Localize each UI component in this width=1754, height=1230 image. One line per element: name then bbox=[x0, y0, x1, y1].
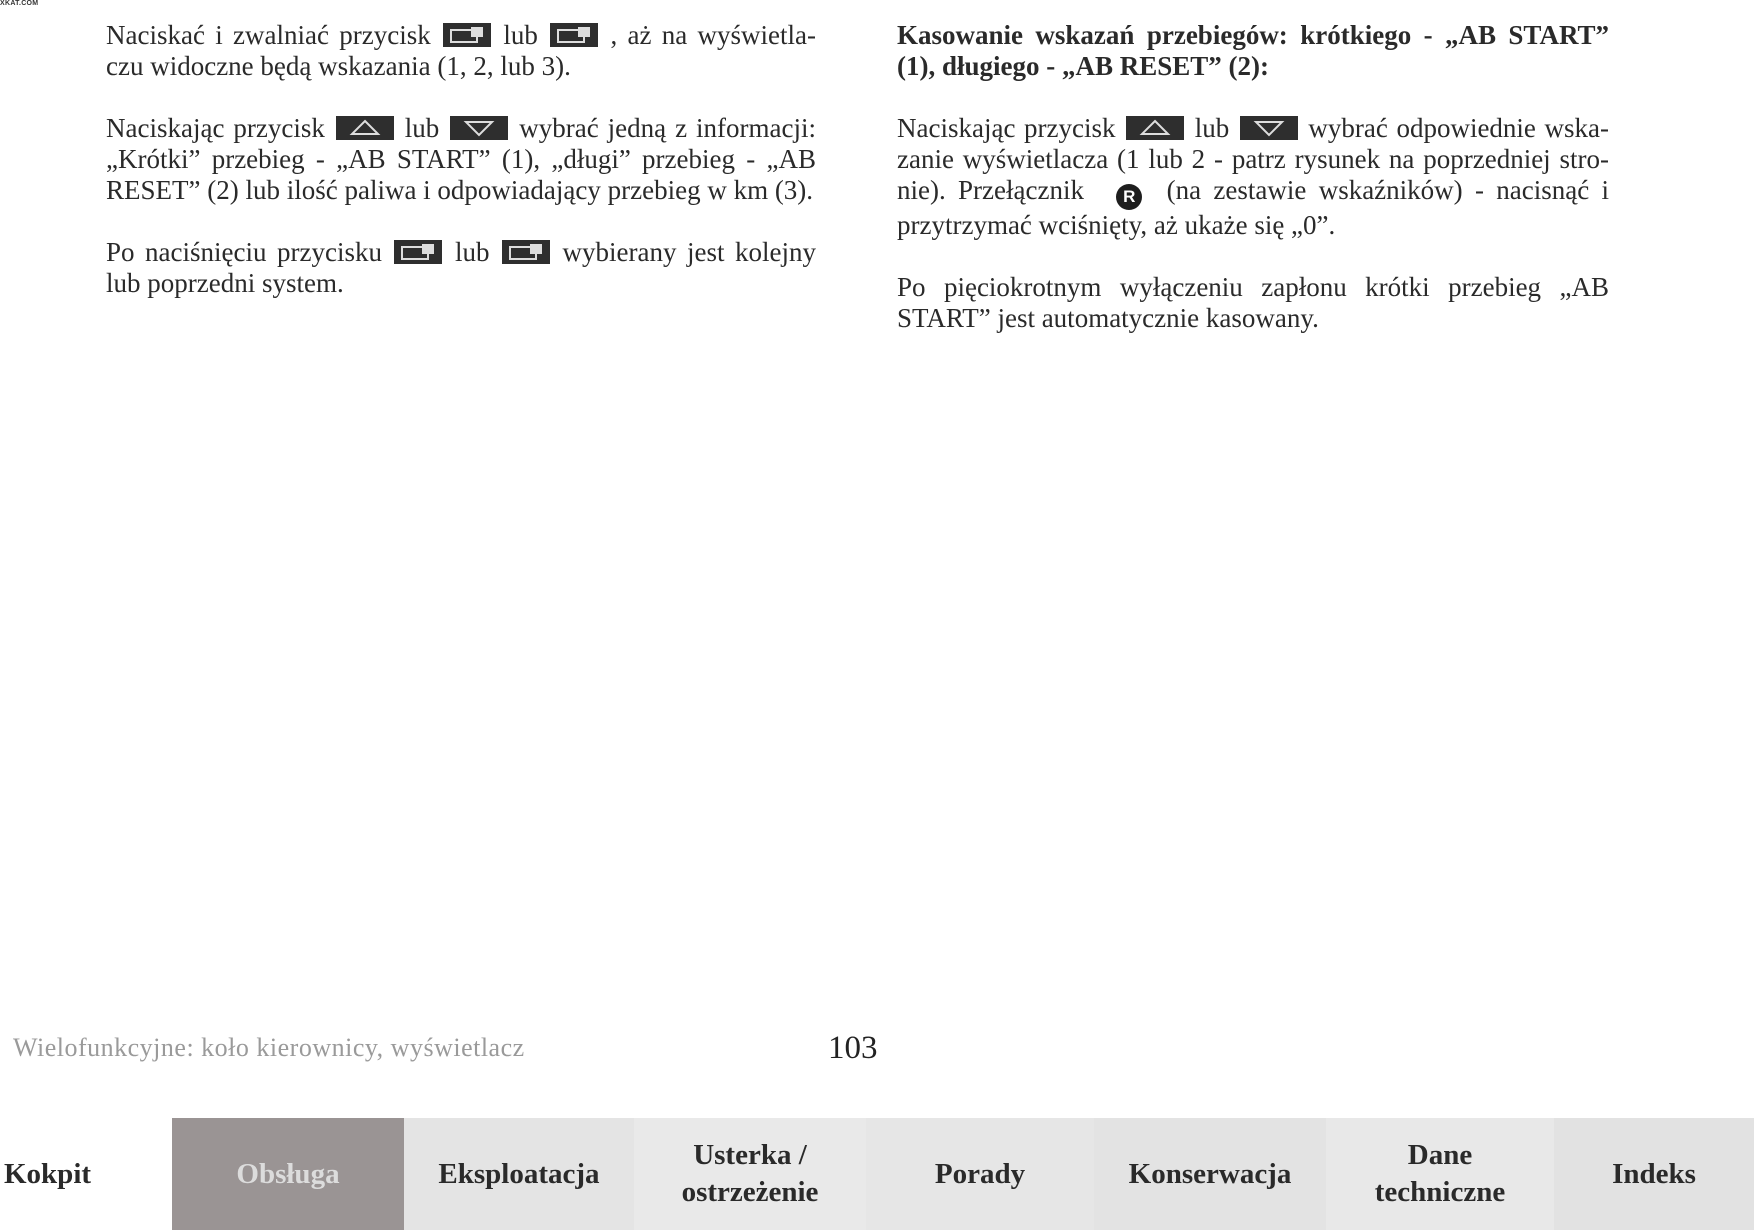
chapter-tabs bbox=[0, 1118, 1754, 1230]
tab-obsluga[interactable] bbox=[172, 1118, 404, 1230]
left-column bbox=[106, 20, 816, 330]
arrow-down-key-icon bbox=[1240, 116, 1298, 140]
paragraph-auto-reset: Po pięciokrotnym wyłączeniu zapłonu krótki przebieg „AB START” jest automatycznie kasowany. bbox=[897, 272, 1609, 333]
tab-label-line1: Dane bbox=[1407, 1139, 1473, 1171]
section-heading: Kasowanie wskazań przebiegów: krótkiego - „AB START” (1), długiego - „AB RESET” (2): bbox=[897, 20, 1609, 81]
paragraph-text: lub bbox=[455, 237, 490, 267]
paragraph-text: lub bbox=[503, 20, 538, 50]
paragraph-arrow-keys bbox=[106, 113, 816, 206]
tab-label: Indeks bbox=[1612, 1157, 1696, 1190]
page-number: 103 bbox=[828, 1030, 878, 1066]
footer-section-title: Wielofunkcyjne: koło kierownicy, wyświetlacz bbox=[13, 1033, 525, 1062]
paragraph-text: wybierany jest kolejny lub poprzedni system. bbox=[106, 237, 817, 298]
tab-kokpit[interactable] bbox=[0, 1118, 172, 1230]
display-key-icon bbox=[443, 23, 491, 47]
paragraph-text: Naciskając przycisk bbox=[106, 113, 325, 143]
paragraph-display-keys bbox=[106, 20, 816, 82]
tab-label-line1: Usterka / bbox=[693, 1139, 807, 1171]
arrow-up-key-icon bbox=[1126, 116, 1184, 140]
paragraph-text: Naciskając przycisk bbox=[897, 113, 1116, 143]
tab-eksploatacja[interactable] bbox=[404, 1118, 634, 1230]
right-column bbox=[897, 20, 1609, 365]
display-key-icon bbox=[550, 23, 598, 47]
watermark: XKAT.COM bbox=[0, 0, 39, 7]
paragraph-text: wybrać odpowiednie wska-zanie wyświetlacza (1 lub 2 - patrz rysunek na poprzedniej stro-nie). Przełącznik bbox=[897, 113, 1609, 205]
tab-label: Konserwacja bbox=[1128, 1157, 1292, 1190]
paragraph-text: wybrać jedną z informacji: „Krótki” przebieg - „AB START” (1), „długi” przebieg - „AB RESET” (2) lub ilość paliwa i odpowiadający przebieg w km (3). bbox=[106, 113, 817, 205]
arrow-up-key-icon bbox=[336, 116, 394, 140]
paragraph-reset-procedure bbox=[897, 113, 1609, 241]
tab-usterka-ostrzezenie[interactable] bbox=[634, 1118, 866, 1230]
tab-konserwacja[interactable] bbox=[1094, 1118, 1326, 1230]
arrow-down-key-icon bbox=[450, 116, 508, 140]
tab-indeks[interactable] bbox=[1554, 1118, 1754, 1230]
tab-label: Kokpit bbox=[4, 1157, 92, 1190]
tab-label-line2: ostrzeżenie bbox=[681, 1176, 819, 1208]
display-key-icon bbox=[502, 240, 550, 264]
paragraph-text: lub bbox=[1194, 113, 1230, 143]
paragraph-text: lub bbox=[404, 113, 440, 143]
tab-dane-techniczne[interactable] bbox=[1326, 1118, 1554, 1230]
tab-porady[interactable] bbox=[866, 1118, 1094, 1230]
paragraph-text: (na zestawie wskaźników) - nacisnąć i przytrzymać wciśnięty, aż ukaże się „0”. bbox=[897, 175, 1610, 240]
tab-label: Porady bbox=[934, 1157, 1026, 1190]
reset-r-icon: R bbox=[1116, 184, 1142, 210]
tab-label: Eksploatacja bbox=[438, 1157, 600, 1190]
tab-label-line2: techniczne bbox=[1374, 1176, 1506, 1208]
paragraph-system-keys bbox=[106, 237, 816, 299]
paragraph-text: , aż na wyświetla-czu widoczne będą wskazania (1, 2, lub 3). bbox=[106, 20, 817, 81]
display-key-icon bbox=[394, 240, 442, 264]
tab-label: Obsługa bbox=[236, 1157, 340, 1190]
paragraph-text: Naciskać i zwalniać przycisk bbox=[106, 20, 431, 50]
paragraph-text: Po naciśnięciu przycisku bbox=[106, 237, 382, 267]
